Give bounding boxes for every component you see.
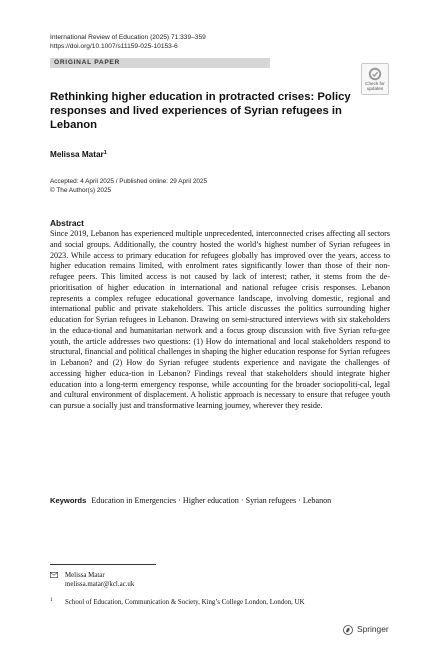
article-type-label: ORIGINAL PAPER <box>54 59 120 66</box>
keywords-label: Keywords <box>50 496 87 505</box>
journal-header <box>50 33 206 51</box>
footnote-divider <box>50 564 156 565</box>
author-name[interactable]: Melissa Matar$^1$ <box>50 150 107 159</box>
affiliation-number: 1 <box>50 597 53 603</box>
abstract-heading: Abstract <box>50 218 84 228</box>
envelope-icon <box>50 572 58 578</box>
author-affiliation-mark: 1 <box>103 150 107 156</box>
corresponding-author-email[interactable]: melissa.matar@kcl.ac.uk <box>65 581 135 588</box>
keywords <box>50 495 390 506</box>
corresponding-author-name: Melissa Matar <box>65 572 105 579</box>
publication-dates: Accepted: 4 April 2025 / Published online: 29 April 2025 <box>50 178 208 185</box>
doi-link[interactable]: https://doi.org/10.1007/s11159-025-10153-6 <box>50 43 178 50</box>
journal-citation: International Review of Education (2025) 71:339–359 <box>50 34 206 41</box>
keywords-list: Education in Emergencies · Higher education · Syrian refugees · Lebanon <box>91 496 332 505</box>
publisher-name: Springer <box>357 624 389 634</box>
check-for-updates-text: Check for updates <box>365 81 385 91</box>
copyright-notice: © The Author(s) 2025 <box>50 186 112 194</box>
article-type-bar <box>50 58 270 68</box>
abstract-text: Since 2019, Lebanon has experienced multiple unprecedented, interconnected crises affecting all sectors and social groups. Additionally, the country hosted the world’s highest number of Syrian refugees in 2023. While access to primary education for refugees globally has improved over the years, access to higher education remains limited, with enrolment rates significantly lower than those of their non-refugee peers. This limited access is not caused by lack of interest; rather, it stems from the de-prioritisation of higher education in international and national refugee crisis responses. Lebanon represents a complex refugee educational governance landscape, involving domestic, regional and international public and private stakeholders. This article discusses the politics surrounding higher education for Syrian refugees in Lebanon. Drawing on semi-structured interviews with six stakeholders in the educa-tional and humanitarian network and a focus group discussion with five Syrian refu-gee youth, the article addresses two questions: (1) How do international and local stakeholders respond to structural, financial and political challenges in shaping the higher education response for Syrian refugees in Lebanon? and (2) How do Syrian refugee students experience and navigate the challenges of accessing higher educa-tion in Lebanon? Findings reveal that stakeholders should integrate higher education into a long-term emergency response, while accounting for the broader sociopoliti-cal, legal and cultural environment of displacement. A holistic approach is necessary to ensure that refugee youth can pursue a socially just and transformative learning journey, wherever they reside. <box>50 229 390 410</box>
check-for-updates-icon <box>368 67 382 81</box>
springer-horse-icon <box>343 625 353 635</box>
affiliation-text: School of Education, Communication & Society, King’s College London, London, UK <box>65 599 305 606</box>
article-title: Rethinking higher education in protracted crises: Policy responses and lived experiences of Syrian refugees in Lebanon <box>50 91 351 131</box>
publication-info <box>50 178 350 195</box>
